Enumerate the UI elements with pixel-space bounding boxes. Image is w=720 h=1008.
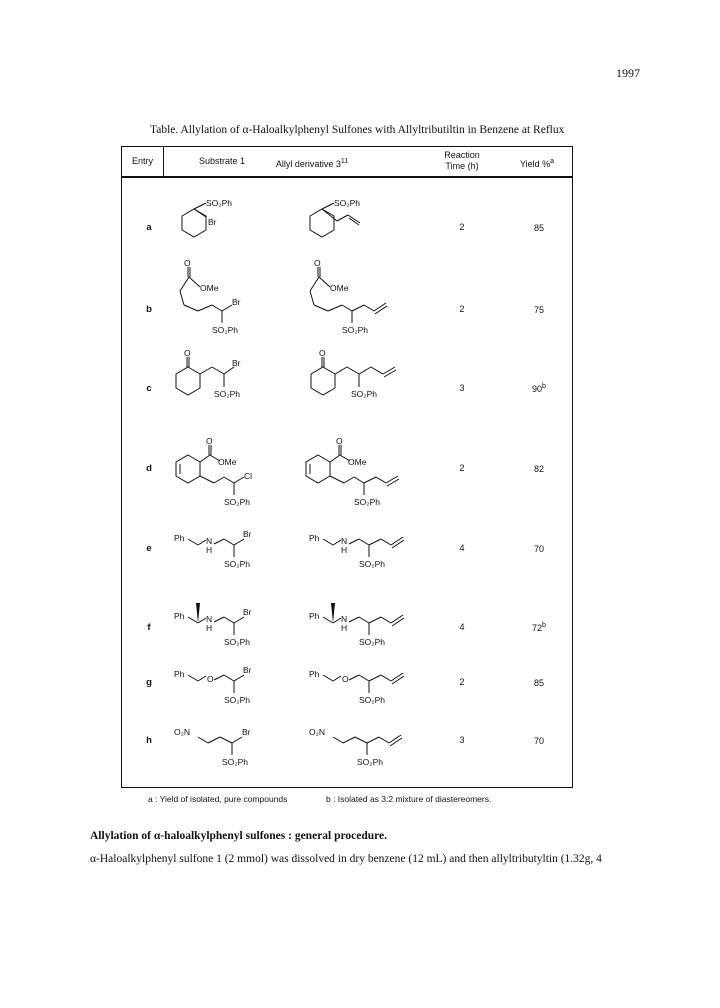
entry-label: b [146,304,152,315]
reaction-time-cell: 4 [459,622,465,632]
yield-cell: 85 [533,678,544,688]
structure-substrate-e [162,519,292,584]
br-label: Br [243,529,252,539]
br-label: Br [242,727,251,737]
entry-label: c [146,383,152,394]
h-label: H [206,545,213,555]
structure-substrate-a [162,197,272,262]
yield-cell: 75 [533,305,544,315]
table-title: Table. Allylation of α-Haloalkylphenyl Sulfones with Allyltributiltin in Benzene at Reflux [150,124,565,136]
footnote-b: b : Isolated as 3:2 mixture of diastereomers. [326,794,492,804]
header-reaction-time: Reaction Time (h) [444,150,480,171]
structure-product-d [292,427,432,512]
br-label: Br [243,607,252,617]
table-header-row [122,147,572,178]
section-heading: Allylation of α-haloalkylphenyl sulfones : general procedure. [90,830,388,842]
h-label: H [341,623,348,633]
h-label: H [206,623,213,633]
so2ph-label: SO₂Ph [222,757,248,767]
so2ph-label: SO₂Ph [212,325,238,335]
reaction-time-cell: 4 [459,543,465,553]
yield-cell: 85 [533,223,544,233]
h-label: H [341,545,348,555]
br-label: Br [243,665,252,675]
header-substrate: Substrate 1 [198,156,246,166]
reaction-time-cell: 2 [459,222,465,232]
reaction-time-cell: 2 [459,463,465,473]
yield-cell: 70 [533,736,544,746]
structure-product-h [297,713,437,778]
o2n-label: O₂N [174,727,191,737]
n-label: N [206,536,213,546]
o-label: O [342,674,349,684]
n-label: N [341,614,348,624]
so2ph-label: SO₂Ph [357,757,383,767]
o2n-label: O₂N [309,727,326,737]
structure-product-c [297,347,437,422]
entry-label: d [146,463,152,474]
ph-label: Ph [309,611,320,621]
o-label: O [207,674,214,684]
structure-substrate-h [162,713,292,778]
so2ph-label: SO₂Ph [224,559,250,569]
entry-label: e [146,543,152,554]
so2ph-label: SO₂Ph [359,559,385,569]
o-label: O [206,436,213,446]
structure-substrate-g [162,655,292,720]
ome-label: OMe [330,283,349,293]
n-label: N [206,614,213,624]
structure-substrate-f [162,587,292,662]
structure-product-g [297,655,437,720]
o-label: O [184,348,191,358]
structure-substrate-d [162,427,292,512]
yield-cell: 90$^b$ [532,383,546,394]
entry-label: f [147,622,151,633]
structure-product-f [297,587,437,662]
entry-label: g [146,677,152,688]
body-paragraph: α-Haloalkylphenyl sulfone 1 (2 mmol) was dissolved in dry benzene (12 mL) and then allyltributyltin (1.32g, 4 [90,853,602,865]
so2ph-label: SO₂Ph [359,695,385,705]
so2ph-label: SO₂Ph [224,695,250,705]
so2ph-label: SO₂Ph [354,497,380,507]
so2ph-label: SO₂Ph [224,497,250,507]
yield-cell: 70 [533,544,544,554]
column-separator [163,147,164,176]
o-label: O [314,258,321,268]
reaction-time-cell: 2 [459,677,465,687]
so2ph-label: SO₂Ph [342,325,368,335]
ome-label: OMe [218,457,237,467]
structure-product-e [297,519,437,584]
so2ph-label: SO₂Ph [351,389,377,399]
ph-label: Ph [309,669,320,679]
ome-label: OMe [200,283,219,293]
entry-label: a [146,222,152,233]
o-label: O [184,258,191,268]
br-label: Br [232,297,241,307]
structure-substrate-c [162,347,282,422]
n-label: N [341,536,348,546]
entry-label: h [146,735,152,746]
so2ph-label: SO₂Ph [214,389,240,399]
structure-product-a [282,197,392,262]
br-label: Br [232,358,241,368]
ph-label: Ph [174,669,185,679]
so2ph-label: SO₂Ph [224,637,250,647]
o-label: O [336,436,343,446]
structure-substrate-b [162,259,282,344]
ph-label: Ph [174,611,185,621]
page-number: 1997 [616,66,640,80]
reaction-time-cell: 2 [459,304,465,314]
header-allyl-derivative: Allyl derivative $3^{11}$ [275,158,349,169]
br-label: Br [208,217,217,227]
so2ph-label: SO₂Ph [334,198,360,208]
so2ph-label: SO₂Ph [206,198,232,208]
ph-label: Ph [309,533,320,543]
yield-cell: 82 [533,464,544,474]
footnote-a: a : Yield of isolated, pure compounds [148,794,288,804]
reaction-time-cell: 3 [459,383,465,393]
o-label: O [319,348,326,358]
header-entry: Entry [131,156,153,166]
header-yield: Yield %$^a$ [519,158,555,169]
ome-label: OMe [348,457,367,467]
results-table [121,146,573,788]
so2ph-label: SO₂Ph [359,637,385,647]
structure-product-b [292,259,422,344]
cl-label: Cl [244,471,253,481]
reaction-time-cell: 3 [459,735,465,745]
yield-cell: 72$^b$ [532,622,546,633]
ph-label: Ph [174,533,185,543]
